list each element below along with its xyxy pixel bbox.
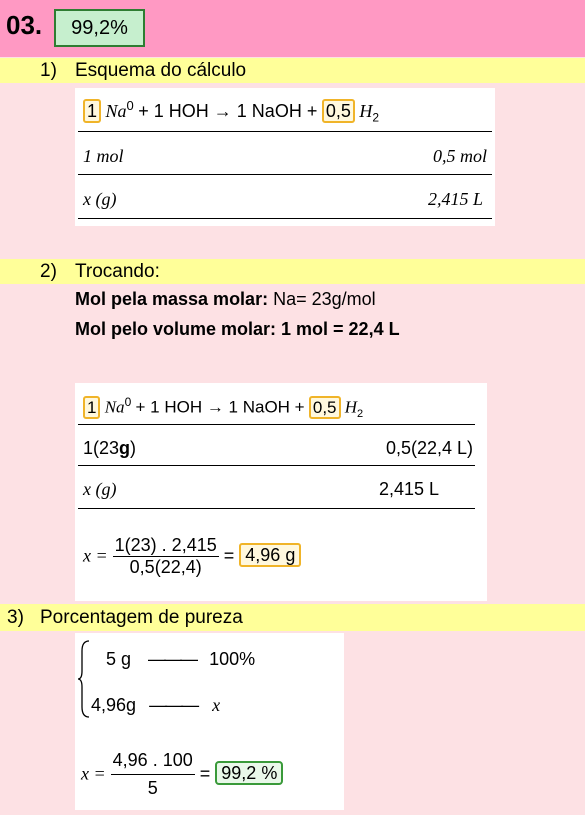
row1-left-pre: 1(23: [83, 438, 120, 458]
step1-number: 1): [40, 60, 57, 81]
step2-title: Trocando:: [75, 261, 160, 282]
step2-row1: [83, 438, 479, 459]
na-oxidation: 0: [124, 395, 132, 409]
row2-right: 2,415 L: [378, 479, 439, 499]
h2-symbol: H: [344, 397, 358, 417]
step1-reaction: [83, 98, 487, 125]
h2-subscript: 2: [357, 408, 364, 421]
h2-subscript: 2: [372, 110, 380, 125]
final-result: 99,2 %: [215, 761, 283, 785]
calc-result: 4,96 g: [239, 543, 301, 567]
calc-fraction: [113, 535, 219, 578]
h2-symbol: H: [359, 101, 373, 121]
calc-denominator: 0,5(22,4): [129, 557, 202, 577]
step1-row1: [83, 146, 487, 167]
header-bar: [0, 0, 585, 57]
calc-numerator: 1(23) . 2,415: [114, 535, 217, 555]
calc-lhs: x =: [81, 763, 106, 784]
divider: [78, 131, 492, 132]
coef-h2: 0,5: [309, 396, 341, 419]
molar-mass-label: Mol pela massa molar:: [75, 289, 269, 309]
reaction-middle: + 1 HOH → 1 NaOH +: [135, 397, 305, 417]
divider: [78, 465, 475, 466]
divider: [78, 424, 475, 425]
row1-left: 1 mol: [83, 146, 124, 166]
na-symbol: Na: [104, 397, 125, 417]
prop-row1-dash: ———: [148, 649, 197, 669]
step1-title: Esquema do cálculo: [75, 60, 247, 81]
step3-bar: [0, 604, 585, 631]
molar-mass-line: [75, 289, 376, 310]
divider: [78, 174, 492, 175]
prop-row1-a: 5 g: [106, 649, 132, 669]
calc-numerator: 4,96 . 100: [111, 750, 195, 775]
step3-panel: [75, 633, 344, 810]
step2-number: 2): [40, 261, 57, 282]
row2-left: x (g): [83, 189, 117, 209]
row1-left-unit: g: [119, 438, 131, 458]
na-oxidation: 0: [126, 98, 134, 113]
step2-reaction: [83, 395, 479, 420]
proportion-brace: [77, 639, 91, 719]
prop-row1: [106, 649, 255, 670]
molar-volume-line: Mol pelo volume molar: 1 mol = 22,4 L: [75, 319, 400, 339]
reaction-middle: + 1 HOH → 1 NaOH +: [138, 101, 318, 121]
na-symbol: Na: [105, 101, 127, 121]
calc-lhs: x =: [83, 545, 108, 566]
row2-left: x (g): [83, 479, 117, 499]
step2-calculation: [83, 535, 301, 578]
step3-calculation: [81, 750, 283, 799]
prop-row1-b: 100%: [209, 649, 256, 669]
coef-h2: 0,5: [322, 99, 355, 123]
step2-bar: [0, 259, 585, 284]
prop-row2-a: 4,96g: [91, 695, 137, 715]
calc-equals: =: [199, 763, 211, 784]
calc-equals: =: [223, 545, 235, 566]
prop-row2: [91, 695, 220, 716]
divider: [78, 508, 475, 509]
step3-number: 3): [7, 607, 24, 628]
prop-row2-b: x: [212, 695, 221, 715]
row1-right: 0,5 mol: [433, 146, 487, 166]
molar-mass-value: Na= 23g/mol: [268, 289, 376, 309]
calc-fraction: [111, 750, 195, 799]
step1-panel: [75, 88, 495, 226]
coef-na: 1: [83, 99, 101, 123]
step2-panel: [75, 383, 487, 601]
row2-right: 2,415 L: [427, 189, 483, 209]
row1-right: 0,5(22,4 L): [385, 438, 473, 458]
step1-row2: [83, 189, 487, 210]
answer-box: 99,2%: [54, 9, 145, 47]
coef-na: 1: [83, 396, 100, 419]
question-number: 03.: [6, 10, 43, 40]
calc-denominator: 5: [147, 778, 158, 798]
divider: [78, 218, 492, 219]
step3-title: Porcentagem de pureza: [40, 607, 243, 628]
step2-row2: [83, 479, 479, 500]
row1-left-post: ): [130, 438, 137, 458]
step1-bar: [0, 58, 585, 83]
prop-row2-dash: ———: [149, 695, 198, 715]
